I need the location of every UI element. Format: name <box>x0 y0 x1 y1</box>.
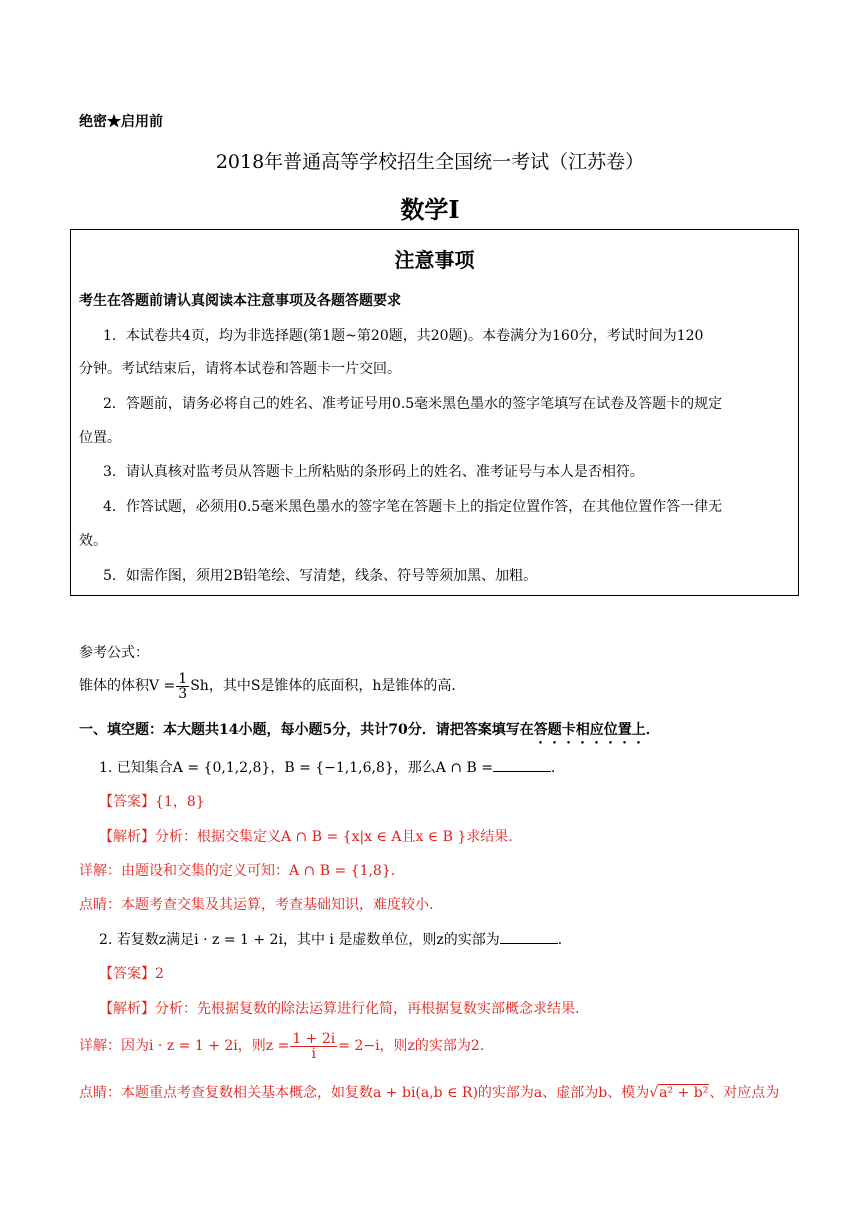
q2-answer-blank <box>500 930 558 944</box>
notice-item-2-line1: 2．答题前，请务必将自己的姓名、准考证号用0.5毫米黑色墨水的签字笔填写在试卷及答题卡的规定 <box>103 396 723 412</box>
q1-analysis <box>99 826 513 846</box>
q2-comment-text-a: 点睛：本题重点考查复数相关基本概念，如复数a + bi(a,b ∈ R)的实部为a、虚部为b、模为 <box>79 1085 650 1101</box>
q1-stem-end: ． <box>551 760 565 776</box>
q2-detail-frac-num: 1 + 2i <box>292 1030 336 1047</box>
q2-comment <box>79 1082 779 1102</box>
section-end: ． <box>645 722 660 738</box>
q2-answer-label: 【答案】 <box>99 966 155 982</box>
formula-frac-den: 3 <box>178 685 188 702</box>
q1-stem <box>99 757 565 777</box>
q2-comment-sqrt: a² + b² <box>659 1085 709 1101</box>
q2-stem <box>99 929 572 949</box>
formula-prefix: 锥体的体积V = <box>79 678 176 694</box>
q2-answer <box>99 963 164 983</box>
q1-answer-blank <box>493 758 551 772</box>
section-heading <box>79 719 660 747</box>
formula-frac-num: 1 <box>178 670 188 687</box>
notice-item-2-line2: 位置。 <box>79 430 121 446</box>
q2-detail-text-b: = 2−i，则z的实部为2. <box>338 1038 485 1054</box>
notice-title: 注意事项 <box>394 248 475 272</box>
formula-fraction <box>176 672 189 701</box>
subject-title: 数学Ⅰ <box>400 195 460 224</box>
q2-detail-text-a: 详解：因为i · z = 1 + 2i，则z = <box>79 1038 290 1054</box>
formula-suffix: Sh，其中S是锥体的底面积，h是锥体的高． <box>190 678 466 694</box>
q2-analysis-text: 分析：先根据复数的除法运算进行化简，再根据复数实部概念求结果. <box>155 1001 580 1017</box>
q1-answer <box>99 791 205 811</box>
secret-label: 绝密★启用前 <box>79 114 163 130</box>
q2-answer-value: 2 <box>155 966 164 982</box>
notice-item-5: 5．如需作图，须用2B铅笔绘、写清楚，线条、符号等须加黑、加粗。 <box>103 568 538 584</box>
q1-stem-text: 1. 已知集合A = {0,1,2,8}，B = {−1,1,6,8}，那么A ∩ B = <box>99 760 493 776</box>
formula-label: 参考公式： <box>79 645 149 661</box>
q1-answer-label: 【答案】 <box>99 794 155 810</box>
section-emphasis: 答题卡相应位置上 <box>533 722 646 738</box>
q2-analysis-label: 【解析】 <box>99 1001 155 1017</box>
notice-item-1-line1: 1．本试卷共4页，均为非选择题(第1题~第20题，共20题)。本卷满分为160分，考试时间为120 <box>103 328 704 344</box>
section-text: 一、填空题：本大题共14小题，每小题5分，共计70分．请把答案填写在 <box>79 722 534 738</box>
notice-item-4-line1: 4．作答试题，必须用0.5毫米黑色墨水的签字笔在答题卡上的指定位置作答，在其他位置作答一律无 <box>103 499 723 515</box>
notice-item-3: 3．请认真核对监考员从答题卡上所粘贴的条形码上的姓名、准考证号与本人是否相符。 <box>103 464 644 480</box>
q1-comment: 点睛：本题考查交集及其运算，考查基础知识，难度较小. <box>79 897 434 913</box>
q2-detail-fraction <box>290 1032 337 1061</box>
q1-analysis-label: 【解析】 <box>99 829 155 845</box>
q2-detail-frac-den: i <box>311 1045 317 1062</box>
q2-stem-end: ． <box>557 932 572 948</box>
formula-line <box>79 666 465 706</box>
q2-comment-text-b: 、对应点为 <box>709 1085 780 1101</box>
sqrt-icon: √ <box>649 1085 659 1101</box>
notice-intro: 考生在答题前请认真阅读本注意事项及各题答题要求 <box>79 293 401 309</box>
notice-item-4-line2: 效。 <box>79 533 107 549</box>
q1-answer-value: {1，8} <box>155 794 205 810</box>
q2-analysis <box>99 998 579 1018</box>
exam-title: 2018年普通高等学校招生全国统一考试（江苏卷） <box>215 151 645 173</box>
q1-detail: 详解：由题设和交集的定义可知：A ∩ B = {1,8}. <box>79 863 396 879</box>
q2-detail <box>79 1026 484 1066</box>
q1-analysis-text: 分析：根据交集定义A ∩ B = {x|x ∈ A且x ∈ B }求结果. <box>155 829 513 845</box>
q2-stem-text: 2. 若复数z满足i · z = 1 + 2i，其中 i 是虚数单位，则z的实部为 <box>99 932 500 948</box>
notice-item-1-line2: 分钟。考试结束后，请将本试卷和答题卡一片交回。 <box>79 361 401 377</box>
